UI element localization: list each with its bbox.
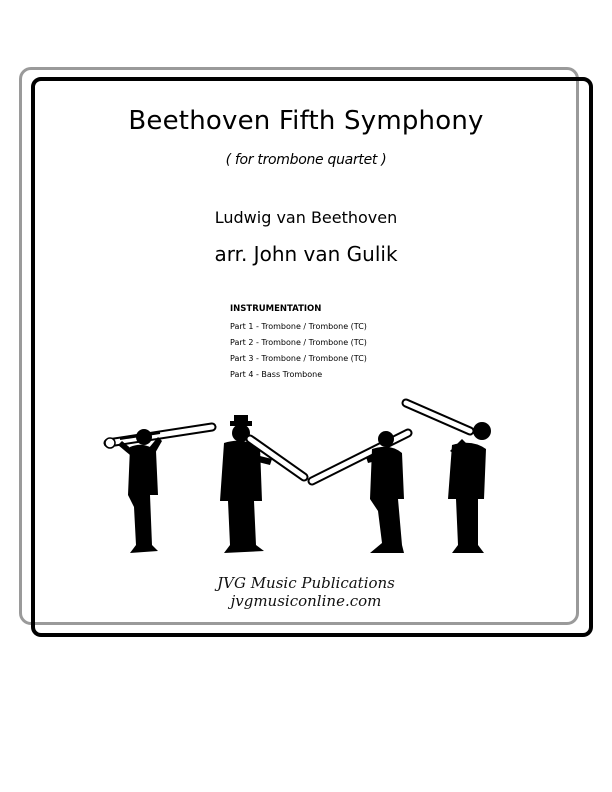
instrumentation-part: Part 2 - Trombone / Trombone (TC) xyxy=(230,338,367,347)
composer: Ludwig van Beethoven xyxy=(214,208,398,227)
publisher-website[interactable]: jvgmusiconline.com xyxy=(230,592,382,610)
trombone-player-silhouette xyxy=(105,427,212,553)
subtitle: ( for trombone quartet ) xyxy=(225,152,387,168)
instrumentation-part: Part 1 - Trombone / Trombone (TC) xyxy=(230,322,367,331)
instrumentation-part: Part 3 - Trombone / Trombone (TC) xyxy=(230,354,367,363)
instrumentation-block xyxy=(230,304,367,383)
instrumentation-part: Part 4 - Bass Trombone xyxy=(230,370,323,379)
page-title: Beethoven Fifth Symphony xyxy=(128,106,484,136)
arranger: arr. John van Gulik xyxy=(214,242,398,266)
trombone-player-silhouette xyxy=(406,403,491,553)
trombone-player-silhouette xyxy=(220,415,304,553)
instrumentation-heading: INSTRUMENTATION xyxy=(230,304,322,314)
publisher-block xyxy=(0,574,612,610)
publisher-name: JVG Music Publications xyxy=(217,574,395,592)
trombone-players-illustration xyxy=(100,395,510,565)
trombone-player-silhouette xyxy=(312,431,408,553)
